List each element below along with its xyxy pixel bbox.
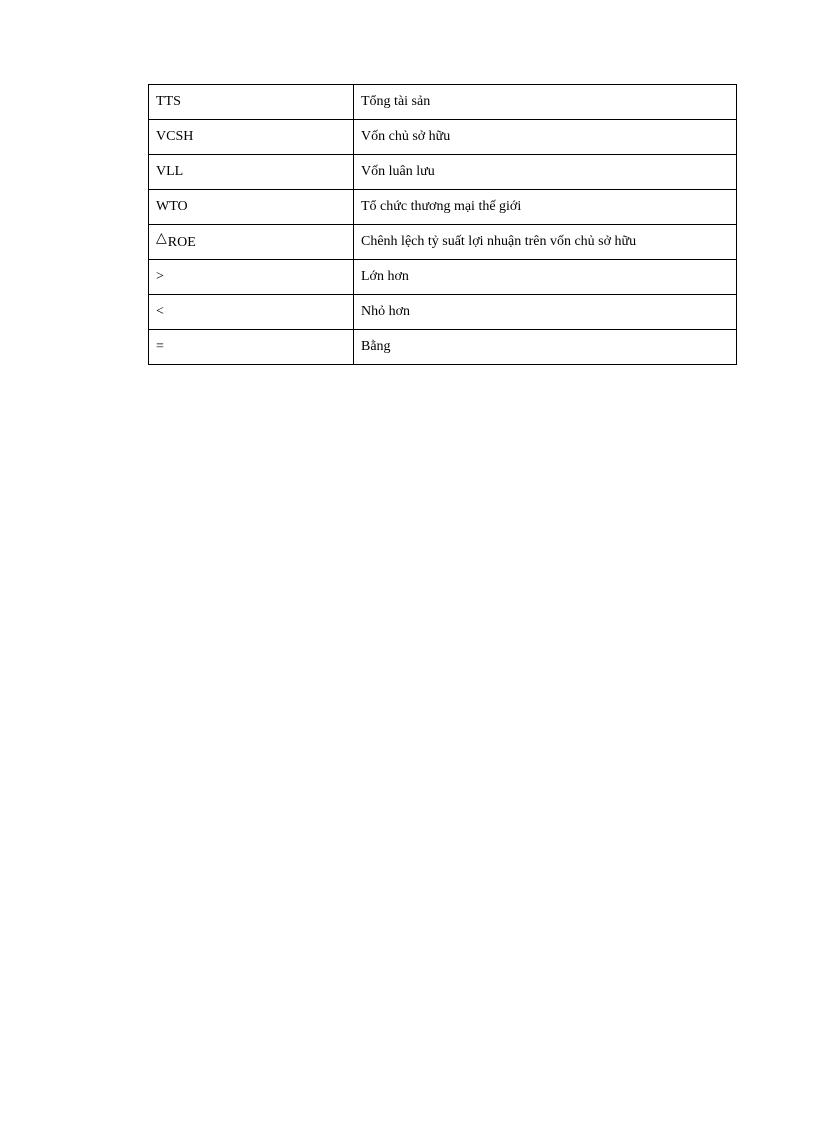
table-row	[149, 295, 737, 330]
abbreviation-cell: WTO	[149, 190, 354, 225]
abbreviation-cell: VCSH	[149, 120, 354, 155]
abbreviation-cell: <	[149, 295, 354, 330]
meaning-cell: Tổ chức thương mại thế giới	[354, 190, 737, 225]
meaning-cell: Nhỏ hơn	[354, 295, 737, 330]
table-row	[149, 225, 737, 260]
table-row	[149, 155, 737, 190]
table-row	[149, 85, 737, 120]
table-row	[149, 330, 737, 365]
table-row	[149, 190, 737, 225]
meaning-cell: Lớn hơn	[354, 260, 737, 295]
abbreviation-text: ROE	[167, 234, 196, 250]
meaning-cell: Vốn chủ sở hữu	[354, 120, 737, 155]
abbreviation-table	[148, 84, 737, 365]
meaning-cell: Bằng	[354, 330, 737, 365]
table-row	[149, 120, 737, 155]
abbreviation-cell: VLL	[149, 155, 354, 190]
abbreviation-cell: TTS	[149, 85, 354, 120]
abbreviation-cell	[149, 225, 354, 260]
abbreviation-cell: >	[149, 260, 354, 295]
meaning-cell: Vốn luân lưu	[354, 155, 737, 190]
table-row	[149, 260, 737, 295]
meaning-cell: Chênh lệch tỷ suất lợi nhuận trên vốn chủ sở hữu	[354, 225, 737, 260]
meaning-cell: Tổng tài sản	[354, 85, 737, 120]
delta-triangle-icon: △	[156, 230, 167, 246]
abbreviation-cell: =	[149, 330, 354, 365]
